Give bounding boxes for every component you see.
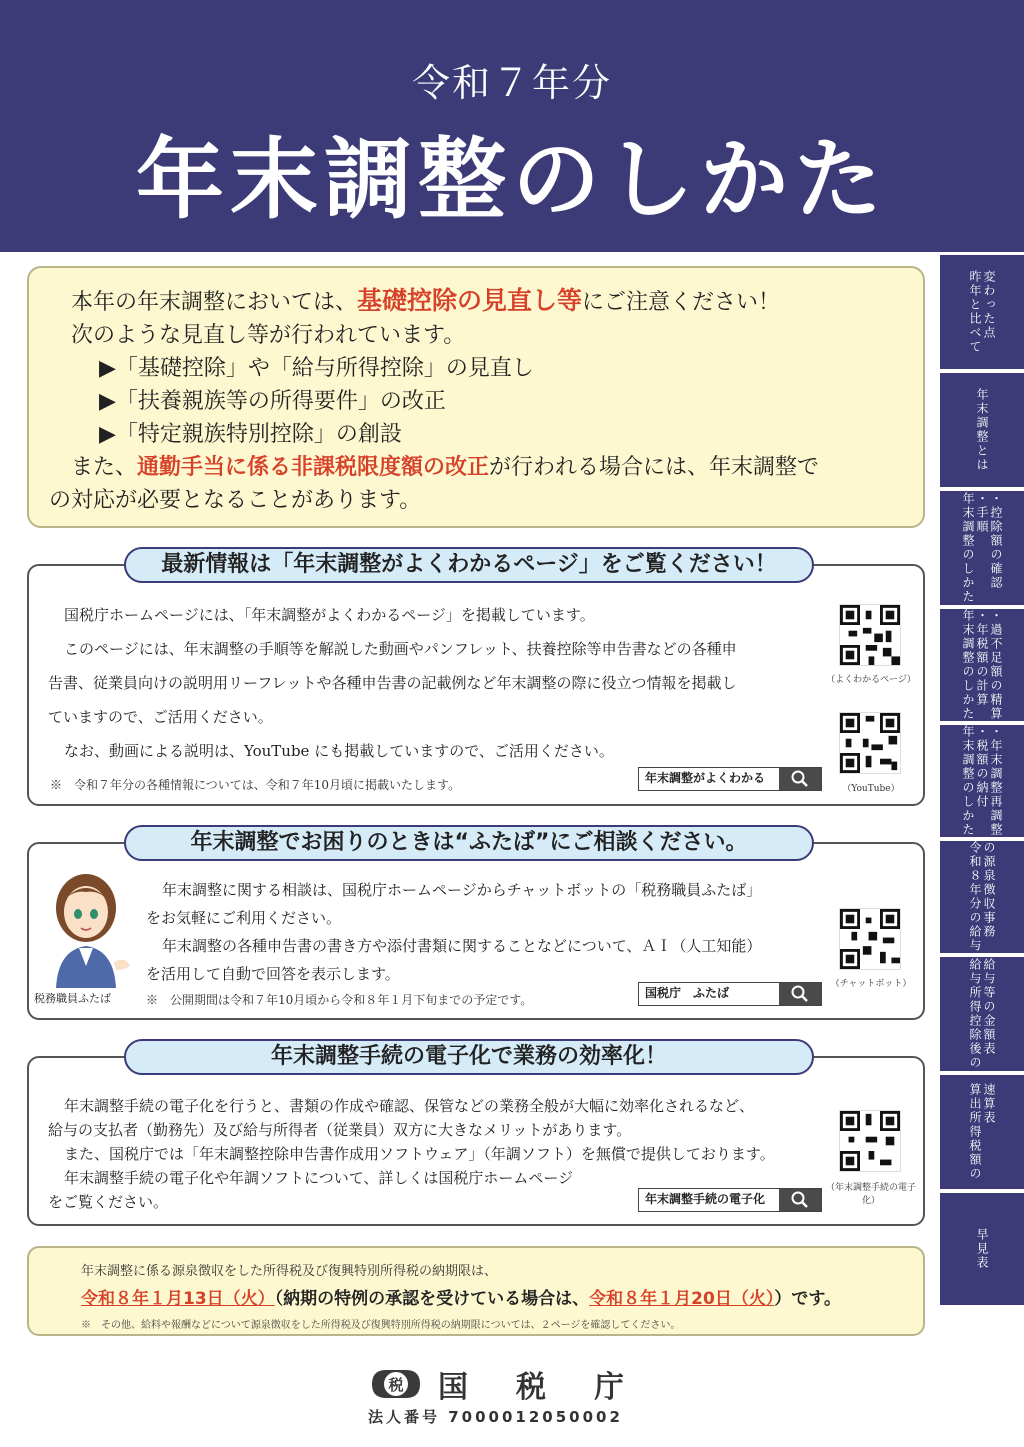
search-keyword: 年末調整手続の電子化 xyxy=(645,1192,766,1206)
corporate-number: 法人番号 7000012050002 xyxy=(368,1408,623,1426)
search-box-yokuwakaru[interactable] xyxy=(638,767,822,791)
avatar-label: 税務職員ふたば xyxy=(34,992,111,1005)
svg-text:税: 税 xyxy=(388,1376,404,1394)
notice-line-2: 次のような見直し等が行われています。 xyxy=(71,323,466,348)
deadline-date-2: 令和８年１月20日（火） xyxy=(589,1289,775,1309)
tab-salary-table[interactable]: 給与等の金額表 給与所得控除後の xyxy=(940,957,1024,1071)
tab-quick-reference[interactable]: 早見表 xyxy=(940,1193,1024,1305)
notice-line-7: の対応が必要となることがあります。 xyxy=(49,488,422,513)
deadline-note: ※ その他、給料や報酬などについて源泉徴収をした所得税及び復興特別所得税の納期限については、２ページを確認してください。 xyxy=(81,1320,681,1331)
latest-info-note: ※ 令和７年分の各種情報については、令和７年10月頃に掲載いたします。 xyxy=(50,778,461,792)
tab-tax-payment[interactable]: ・年末調整再調整 ・税額の納付 年末調整のしかた xyxy=(940,725,1024,837)
qr-label-youtube: （YouTube） xyxy=(842,784,900,794)
digitalization-heading: 年末調整手続の電子化で業務の効率化！ xyxy=(124,1039,814,1075)
search-keyword: 年末調整がよくわかる xyxy=(645,771,766,785)
futaba-avatar xyxy=(46,870,134,988)
qr-label-digitalization: （年末調整手続の電子化） xyxy=(826,1183,917,1206)
notice-line-6: また、通勤手当に係る非課税限度額の改正が行われる場合には、年末調整で xyxy=(71,455,820,480)
search-box-digitalization[interactable] xyxy=(638,1188,822,1212)
nta-logo-icon xyxy=(368,1364,424,1404)
search-icon[interactable] xyxy=(779,768,821,790)
tab-quick-calc[interactable]: 速算表 算出所得税額の xyxy=(940,1075,1024,1189)
search-icon[interactable] xyxy=(779,983,821,1005)
cover-header xyxy=(0,0,1024,252)
digitalization-text: 年末調整手続の電子化を行うと、書類の作成や確認、保管などの業務全般が大幅に効率化されるなど、 給与の支払者（勤務先）及び給与所得者（従業員）双方に大きなメリットがあります。 また、国税庁では「年末調整控除申告書作成用ソフトウェア」（年調ソフト）を無償で提供しております。 年末調整手続の電子化や年調ソフトについて、詳しくは国税庁ホームページ をご覧ください。 xyxy=(48,1097,775,1211)
qr-code-digitalization[interactable] xyxy=(839,1110,901,1172)
deadline-date-1: 令和８年１月13日（火） xyxy=(81,1289,275,1309)
futaba-text: 年末調整に関する相談は、国税庁ホームページからチャットボットの「税務職員ふたば」 をお気軽にご利用ください。 年末調整の各種申告書の書き方や添付書類に関することなどについて、ＡＩ（人工知能） を活用して自動で回答を表示します。 xyxy=(146,881,762,983)
deadline-line-1: 年末調整に係る源泉徴収をした所得税及び復興特別所得税の納期限は、 xyxy=(81,1264,498,1279)
tab-procedure[interactable]: ・控除額の確認 ・手順 年末調整のしかた xyxy=(940,491,1024,605)
notice-line-1: 本年の年末調整においては、基礎控除の見直し等にご注意ください！ xyxy=(71,286,781,315)
notice-bullet-3: ▶「特定親族特別控除」の創設 xyxy=(99,422,402,447)
page-title: 年末調整のしかた xyxy=(135,128,888,231)
search-keyword: 国税庁 ふたば xyxy=(645,986,730,1000)
tab-changes[interactable]: 変わった点 昨年と比べて xyxy=(940,255,1024,369)
payment-deadline-box xyxy=(27,1246,925,1336)
qr-label-yokuwakaru: （よくわかるページ） xyxy=(826,675,916,685)
deadline-line-2: 令和８年１月13日（火）（納期の特例の承認を受けている場合は、令和８年１月20日（火））です。 xyxy=(81,1289,841,1309)
qr-code-chatbot[interactable] xyxy=(839,908,901,970)
organization-name: 国税庁 xyxy=(438,1370,672,1405)
notice-box xyxy=(27,266,925,528)
latest-info-text: 国税庁ホームページには、「年末調整がよくわかるページ」を掲載しています。 このページには、年末調整の手順等を解説した動画やパンフレット、扶養控除等申告書などの各種申 告書、従業員向けの説明用リーフレットや各種申告書の記載例など年末調整の際に役立つ情報を掲載し ていますので、ご活用ください。 なお、動画による説明は、YouTube にも掲載していますので、ご活用ください。 xyxy=(48,606,737,760)
futaba-note: ※ 公開期間は令和７年10月頃から令和８年１月下旬までの予定です。 xyxy=(146,993,533,1007)
notice-bullet-1: ▶「基礎控除」や「給与所得控除」の見直し xyxy=(99,356,534,381)
qr-code-yokuwakaru[interactable] xyxy=(839,604,901,666)
tab-withholding-r8[interactable]: の源泉徴収事務 令和８年分の給与 xyxy=(940,841,1024,953)
tab-tax-calculation[interactable]: ・過不足額の精算 ・年税額の計算 年末調整のしかた xyxy=(940,609,1024,721)
search-box-futaba[interactable] xyxy=(638,982,822,1006)
qr-label-chatbot: （チャットボット） xyxy=(830,979,912,989)
year-label: 令和７年分 xyxy=(411,61,612,105)
notice-bullet-2: ▶「扶養親族等の所得要件」の改正 xyxy=(99,389,446,414)
search-icon[interactable] xyxy=(779,1189,821,1211)
latest-info-heading: 最新情報は「年末調整がよくわかるページ」をご覧ください！ xyxy=(124,547,814,583)
futaba-heading: 年末調整でお困りのときは“ふたば”にご相談ください。 xyxy=(124,825,814,861)
tab-about-year-end-adjustment[interactable]: 年末調整とは xyxy=(940,373,1024,487)
footer-organization xyxy=(368,1362,672,1406)
qr-code-youtube[interactable] xyxy=(839,712,901,774)
